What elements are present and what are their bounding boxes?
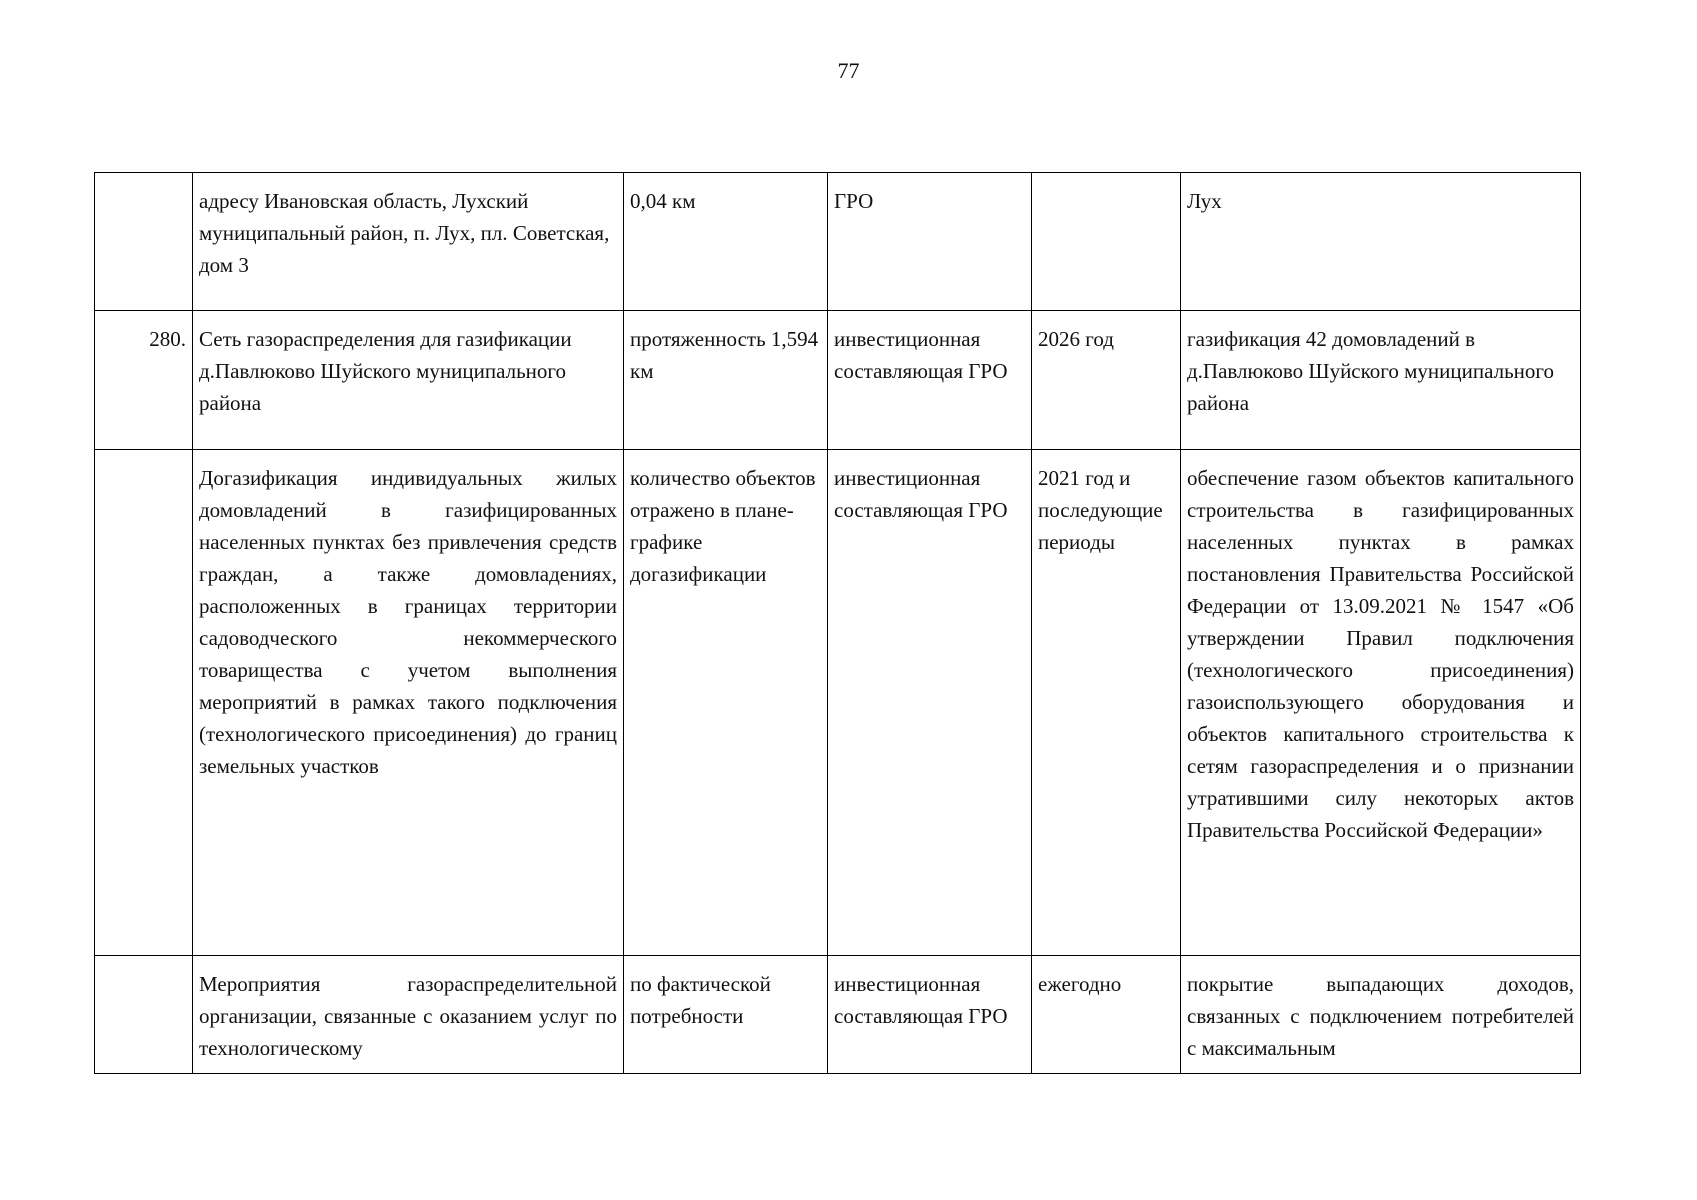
measure-cell: 0,04 км — [624, 173, 828, 311]
gasification-table — [94, 172, 1581, 1074]
funding-source-cell: инвестиционная составляющая ГРО — [828, 450, 1032, 956]
period-cell — [1032, 173, 1181, 311]
period-cell: 2021 год и последующие периоды — [1032, 450, 1181, 956]
row-number-cell — [95, 956, 193, 1074]
result-cell: обеспечение газом объектов капитального строительства в газифицированных населенных пунктах в рамках постановления Правительства Российской Федерации от 13.09.2021 № 1547 «Об утверждении Правил подключения (технологического присоединения) газоиспользующего оборудования и объектов капитального строительства к сетям газораспределения и о признании утратившими силу некоторых актов Правительства Российской Федерации» — [1181, 450, 1581, 956]
measure-cell: протяженность 1,594 км — [624, 311, 828, 450]
result-cell: газификация 42 домовладений в д.Павлюково Шуйского муниципального района — [1181, 311, 1581, 450]
table-row — [95, 173, 1581, 311]
table-row — [95, 956, 1581, 1074]
object-name-cell: Догазификация индивидуальных жилых домовладений в газифицированных населенных пунктах без привлечения средств граждан, а также домовладениях, расположенных в границах территории садоводческого некоммерческого товарищества с учетом выполнения мероприятий в рамках такого подключения (технологического присоединения) до границ земельных участков — [193, 450, 624, 956]
row-number-cell: 280. — [95, 311, 193, 450]
object-name-cell: Мероприятия газораспределительной организации, связанные с оказанием услуг по технологическому — [193, 956, 624, 1074]
result-cell: покрытие выпадающих доходов, связанных с подключением потребителей с максимальным — [1181, 956, 1581, 1074]
measure-cell: количество объектов отражено в плане-графике догазификации — [624, 450, 828, 956]
funding-source-cell: инвестиционная составляющая ГРО — [828, 311, 1032, 450]
row-number-cell — [95, 450, 193, 956]
table-row — [95, 450, 1581, 956]
page-number: 77 — [837, 58, 860, 83]
object-name-cell: Сеть газораспределения для газификации д.Павлюково Шуйского муниципального района — [193, 311, 624, 450]
result-cell: Лух — [1181, 173, 1581, 311]
funding-source-cell: инвестиционная составляющая ГРО — [828, 956, 1032, 1074]
measure-cell: по фактической потребности — [624, 956, 828, 1074]
period-cell: 2026 год — [1032, 311, 1181, 450]
funding-source-cell: ГРО — [828, 173, 1032, 311]
period-cell: ежегодно — [1032, 956, 1181, 1074]
table-row — [95, 311, 1581, 450]
object-name-cell: адресу Ивановская область, Лухский муниципальный район, п. Лух, пл. Советская, дом 3 — [193, 173, 624, 311]
row-number-cell — [95, 173, 193, 311]
